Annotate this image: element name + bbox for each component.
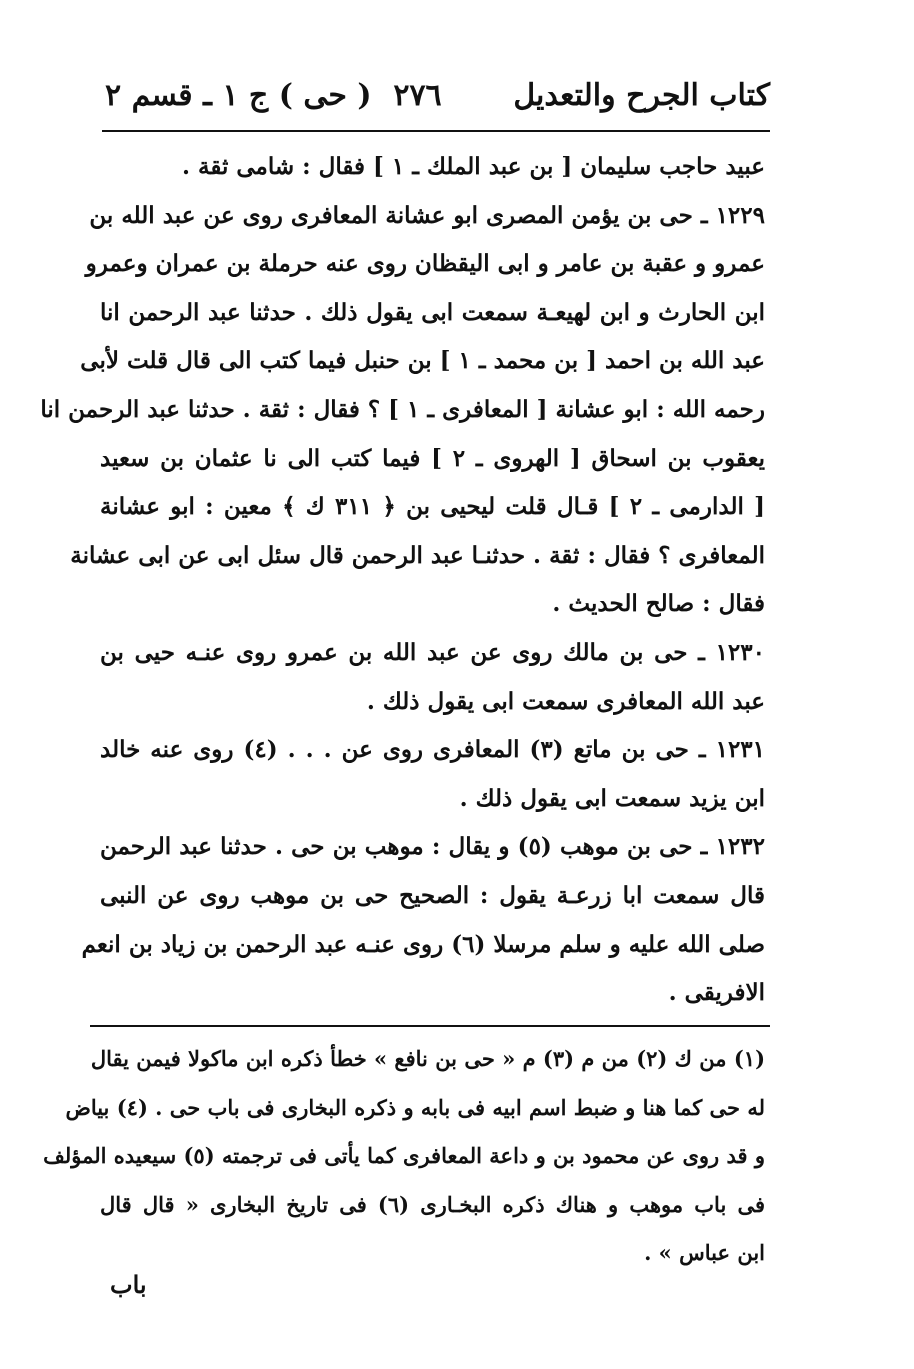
- footnote-rule: [90, 1025, 770, 1027]
- text-line: الافريقى .: [668, 979, 765, 1007]
- text-line: يعقوب بن اسحاق [ الهروى ـ ٢ ] فيما كتب الى نا عثمان بن سعيد: [100, 444, 765, 472]
- page-number: ٢٧٦: [393, 78, 442, 113]
- text-line: عمرو و عقبة بن عامر و ابى اليقظان روى عنه حرملة بن عمران وعمرو: [85, 250, 765, 278]
- text-line: المعافرى ؟ فقال : ثقة . حدثنـا عبد الرحمن قال سئل ابى عن ابى عشانة: [70, 541, 765, 569]
- section-label: ( حى ) ج ١ ـ قسم ٢: [105, 78, 372, 113]
- text-line: ابن يزيد سمعت ابى يقول ذلك .: [459, 784, 765, 812]
- catchword: باب: [110, 1270, 147, 1299]
- entry-1232-line: ١٢٣٢ ـ حى بن موهب (٥) و يقال : موهب بن حى . حدثنا عبد الرحمن: [100, 833, 765, 861]
- entry-1229-line: ١٢٢٩ ـ حى بن يؤمن المصرى ابو عشانة المعافرى روى عن عبد الله بن: [89, 201, 765, 229]
- text-line: عبد الله بن احمد [ بن محمد ـ ١ ] بن حنبل فيما كتب الى قال قلت لأبى: [80, 347, 765, 375]
- footnote-line: و قد روى عن محمود بن و داعة المعافرى كما يأتى فى ترجمته (٥) سيعيده المؤلف: [43, 1143, 765, 1169]
- text-line: فقال : صالح الحديث .: [552, 590, 765, 618]
- footnote-line: له حى كما هنا و ضبط اسم ابيه فى بابه و ذكره البخارى فى باب حى . (٤) بياض: [65, 1094, 765, 1120]
- footnotes: [43, 1036, 766, 1279]
- text-line: ابن الحارث و ابن لهيعـة سمعت ابى يقول ذلك . حدثنا عبد الرحمن انا: [100, 298, 765, 326]
- text-line: قال سمعت ابا زرعـة يقول : الصحيح حى بن موهب روى عن النبى: [100, 881, 765, 909]
- book-title: كتاب الجرح والتعديل: [513, 78, 770, 113]
- text-line: رحمه الله : ابو عشانة [ المعافرى ـ ١ ] ؟ فقال : ثقة . حدثنا عبد الرحمن انا: [40, 395, 765, 423]
- header-rule: [102, 130, 770, 132]
- text-line: [ الدارمى ـ ٢ ] قـال قلت ليحيى بن ﴿ ٣١١ ك ﴾ معين : ابو عشانة: [100, 493, 765, 521]
- running-header: [105, 78, 770, 128]
- text-line: عبد الله المعافرى سمعت ابى يقول ذلك .: [366, 687, 765, 715]
- text-line: عبيد حاجب سليمان [ بن عبد الملك ـ ١ ] فقال : شامى ثقة .: [181, 153, 765, 180]
- text-line: صلى الله عليه و سلم مرسلا (٦) روى عنـه عبد الرحمن بن زياد بن انعم: [81, 930, 765, 958]
- footnote-line: فى باب موهب و هناك ذكره البخـارى (٦) فى تاريخ البخارى « قال قال: [100, 1191, 766, 1217]
- footnote-line: (١) من ك (٢) من م (٣) م « حى بن نافع » خطأ ذكره ابن ماكولا فيمن يقال: [90, 1046, 765, 1071]
- footnote-line: ابن عباس » .: [644, 1240, 765, 1266]
- entry-1231-line: ١٢٣١ ـ حى بن ماتع (٣) المعافرى روى عن . . . (٤) روى عنه خالد: [100, 736, 766, 764]
- entry-1230-line: ١٢٣٠ ـ حى بن مالك روى عن عبد الله بن عمرو روى عنـه حيى بن: [100, 638, 765, 666]
- main-text: [40, 143, 766, 1018]
